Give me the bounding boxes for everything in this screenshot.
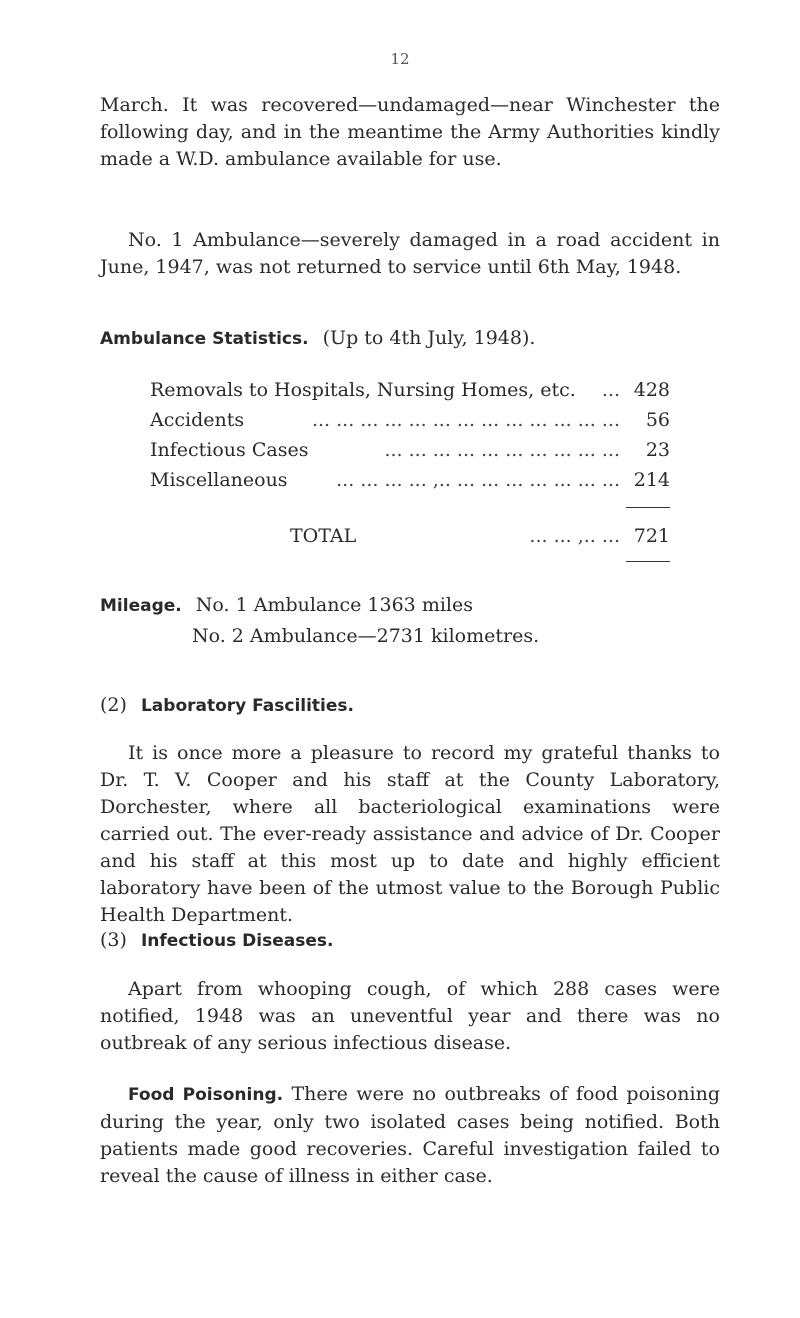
- stats-row-label: Removals to Hospitals, Nursing Homes, etc.: [150, 379, 576, 401]
- mileage-heading: Mileage.: [100, 596, 182, 616]
- food-poisoning-body: There were no outbreaks of food poisoning during the year, only two isolated cases being notified. Both patients made good recoveries. Careful investigation failed to reveal the cause of illness in either case.: [100, 1083, 720, 1187]
- stats-row-leader: ... ... ... ... ... ... ... ... ... ...: [384, 439, 620, 461]
- total-rule-top: [626, 507, 670, 508]
- mileage-block: [100, 590, 539, 651]
- ambulance-statistics-title: Ambulance Statistics.: [100, 329, 309, 349]
- stats-total-leader: ... ... ,.. ...: [529, 525, 620, 547]
- infectious-heading: [100, 927, 333, 955]
- laboratory-number: (2): [100, 694, 127, 716]
- stats-row-value: 428: [633, 379, 670, 401]
- food-poisoning-heading: Food Poisoning.: [128, 1085, 284, 1105]
- stats-row: [150, 465, 670, 495]
- mileage-ambulance-2: No. 2 Ambulance—2731 kilometres.: [192, 625, 540, 647]
- infectious-title: Infectious Diseases.: [140, 931, 334, 951]
- laboratory-title: Laboratory Fascilities.: [140, 696, 354, 716]
- stats-row-value: 214: [633, 469, 670, 491]
- total-rule-bottom-wrap: [150, 551, 670, 571]
- infectious-paragraph: Apart from whooping cough, of which 288 cases were notified, 1948 was an uneventful year and there was no outbreak of any serious infectious disease.: [100, 978, 720, 1054]
- total-rule-bottom: [626, 561, 670, 562]
- intro-paragraph: March. It was recovered—undamaged—near Winchester the following day, and in the meantime the Army Authorities kindly made a W.D. ambulance available for use.: [100, 94, 720, 170]
- stats-row-label: Infectious Cases: [150, 439, 309, 461]
- infectious-number: (3): [100, 929, 127, 951]
- mileage-ambulance-1: No. 1 Ambulance 1363 miles: [195, 594, 473, 616]
- ambulance-paragraph: No. 1 Ambulance—severely damaged in a road accident in June, 1947, was not returned to service until 6th May, 1948.: [100, 229, 720, 278]
- stats-row-value: 23: [645, 439, 670, 461]
- stats-row: [150, 405, 670, 435]
- food-poisoning-paragraph: [100, 1081, 720, 1190]
- mileage-line-1: [100, 590, 539, 621]
- laboratory-paragraph: It is once more a pleasure to record my grateful thanks to Dr. T. V. Cooper and his staff at the County Laboratory, Dorchester, where all bacteriological examinations were carried out. The ever-ready assistance and advice of Dr. Cooper and his staff at this most up to date and highly efficient laboratory have been of the utmost value to the Borough Public Health Department.: [100, 742, 720, 926]
- stats-total-label: TOTAL: [290, 525, 357, 547]
- stats-row-label: Miscellaneous: [150, 469, 288, 491]
- total-rule-top-wrap: [150, 495, 670, 521]
- stats-row: [150, 375, 670, 405]
- ambulance-statistics-heading: [100, 325, 535, 353]
- stats-row-label: Accidents: [150, 409, 245, 431]
- stats-row-value: 56: [645, 409, 670, 431]
- stats-row: [150, 435, 670, 465]
- stats-row-leader: ... ... ... ... ... ... ... ... ... ... ... ... ...: [311, 409, 620, 431]
- ambulance-statistics-table: [150, 375, 670, 571]
- ambulance-statistics-subtitle: (Up to 4th July, 1948).: [322, 327, 536, 349]
- stats-row-leader: ... ... ... ... ,.. ... ... ... ... ... ... ...: [336, 469, 620, 491]
- stats-total-value: 721: [633, 525, 670, 547]
- stats-row-leader: ...: [601, 379, 620, 401]
- stats-total-row: [150, 521, 670, 551]
- laboratory-heading: [100, 692, 354, 720]
- page-number: 12: [390, 50, 410, 68]
